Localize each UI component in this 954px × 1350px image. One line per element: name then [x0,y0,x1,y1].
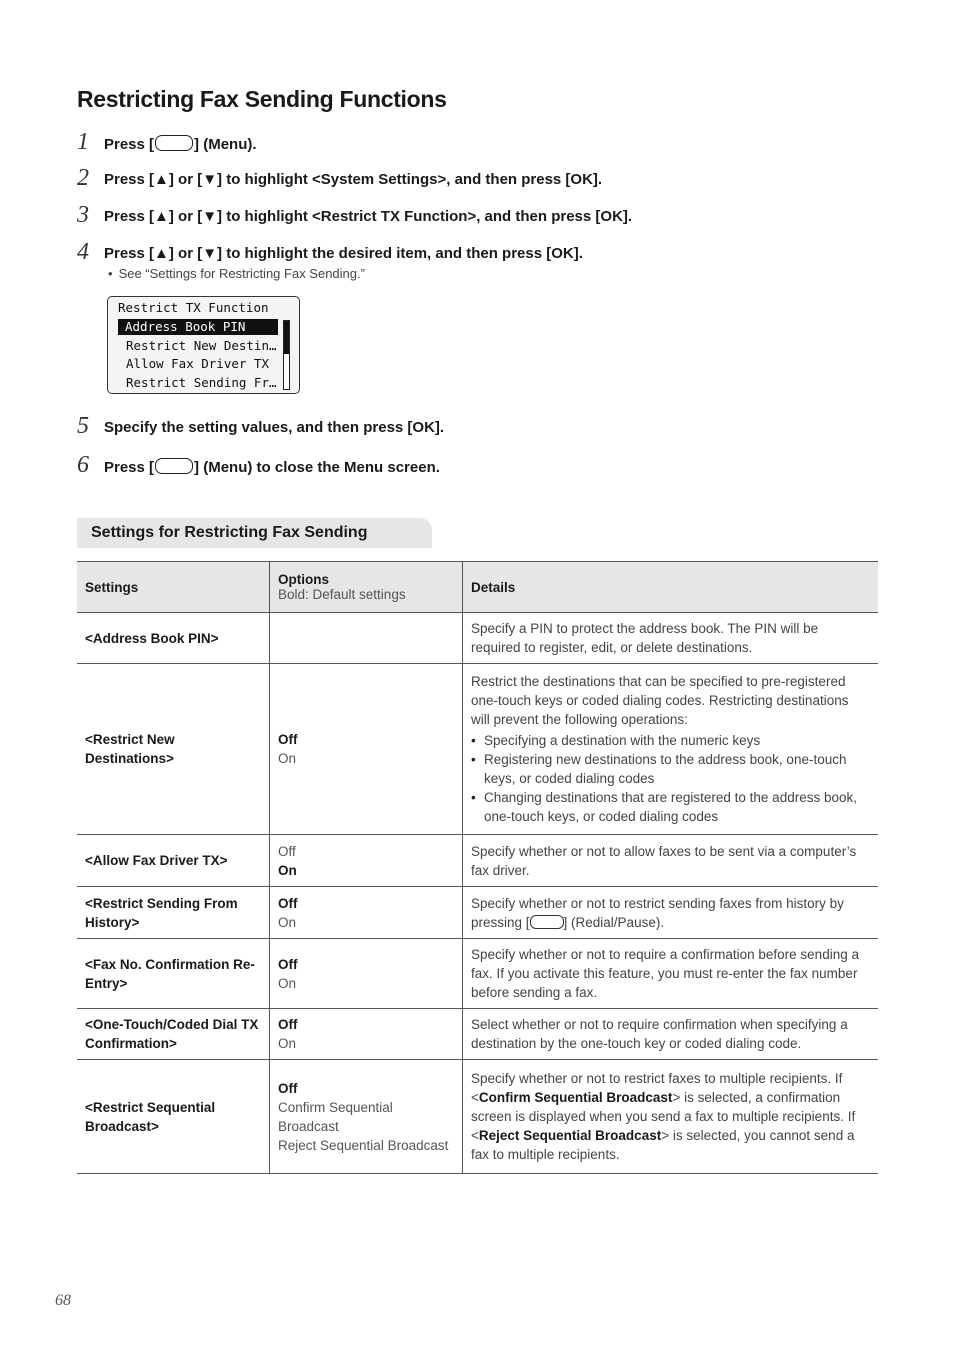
lcd-item: Restrict New Destin… [126,338,277,353]
setting-details: Specify whether or not to restrict faxes to multiple recipients. If <Confirm Sequential Broadcast> is selected, a confirmation screen is displayed when you send a fax to multiple recipients. If <Reject Sequential Broadcast> is selected, you cannot send a fax to multiple recipients. [463,1060,879,1174]
setting-name: <Restrict Sending From History> [77,887,270,939]
step-text: Press [ ] (Menu) to close the Menu screen. [104,459,440,476]
setting-details: Select whether or not to require confirmation when specifying a destination by the one-touch key or coded dialing code. [463,1009,879,1060]
setting-name: <Fax No. Confirmation Re-Entry> [77,939,270,1009]
table-header-row [77,562,878,613]
setting-options: Off On [270,835,463,887]
redial-pause-key-icon [530,915,564,929]
settings-table [77,561,878,1174]
lcd-item: Restrict Sending Fr… [126,375,277,390]
page-number: 68 [55,1292,71,1309]
step-text: Press [▲] or [▼] to highlight the desired item, and then press [OK]. [104,245,583,262]
setting-options: Off On [270,939,463,1009]
list-item: • Registering new destinations to the address book, one-touch keys, or coded dialing codes [471,750,870,788]
setting-details: Specify whether or not to require a confirmation before sending a fax. If you activate this feature, you must re-enter the fax number before sending a fax. [463,939,879,1009]
setting-name: <Address Book PIN> [77,613,270,664]
step-4-note: • See “Settings for Restricting Fax Sending.” [108,266,365,281]
step-number: 5 [77,413,89,439]
setting-name: <One-Touch/Coded Dial TX Confirmation> [77,1009,270,1060]
setting-options [270,613,463,664]
step-text: Press [▲] or [▼] to highlight <System Settings>, and then press [OK]. [104,171,603,188]
step-number: 3 [77,202,89,228]
bullet-icon: • [108,266,113,281]
list-item: • Changing destinations that are registered to the address book, one-touch keys, or coded dialing codes [471,788,870,826]
setting-options: Off On [270,1009,463,1060]
lcd-scrollbar [283,320,290,390]
setting-options: Off On [270,664,463,835]
lcd-header: Restrict TX Function [118,300,269,315]
header-settings: Settings [77,562,270,613]
header-details: Details [463,562,879,613]
table-row [77,664,878,835]
setting-details: Restrict the destinations that can be specified to pre-registered one-touch keys or coded dialing codes. Restricting destinations will prevent the following operations: • Specifying a destination with the numeric keys • Registering new destinations to the address book, one-touch keys, or coded dialing codes • Changing destinations that are registered to the address book, one-touch keys, or coded dialing codes [463,664,879,835]
section-title: Settings for Restricting Fax Sending [91,524,368,541]
table-row [77,1060,878,1174]
setting-name: <Restrict New Destinations> [77,664,270,835]
setting-details: Specify whether or not to allow faxes to be sent via a computer’s fax driver. [463,835,879,887]
setting-options: Off Confirm Sequential Broadcast Reject Sequential Broadcast [270,1060,463,1174]
table-row [77,1009,878,1060]
setting-name: <Allow Fax Driver TX> [77,835,270,887]
section-heading [77,518,432,548]
menu-key-icon [155,135,193,151]
table-row [77,887,878,939]
step-number: 4 [77,239,89,265]
setting-details: Specify a PIN to protect the address book. The PIN will be required to register, edit, or delete destinations. [463,613,879,664]
page-title: Restricting Fax Sending Functions [77,86,447,112]
table-row [77,939,878,1009]
step-text: Specify the setting values, and then press [OK]. [104,419,445,436]
table-row [77,835,878,887]
lcd-item-selected: Address Book PIN [118,319,278,335]
lcd-display [107,296,300,394]
menu-key-icon [155,458,193,474]
header-options: Options Bold: Default settings [270,562,463,613]
step-number: 1 [77,129,89,155]
setting-options: Off On [270,887,463,939]
step-text: Press [ ] (Menu). [104,136,257,153]
step-text: Press [▲] or [▼] to highlight <Restrict TX Function>, and then press [OK]. [104,208,633,225]
setting-details: Specify whether or not to restrict sending faxes from history by pressing [ ] (Redial/Pause). [463,887,879,939]
step-number: 2 [77,165,89,191]
table-row [77,613,878,664]
lcd-item: Allow Fax Driver TX [126,356,269,371]
step-number: 6 [77,452,89,478]
lcd-scroll-thumb [284,321,289,354]
list-item: • Specifying a destination with the numeric keys [471,731,870,750]
setting-name: <Restrict Sequential Broadcast> [77,1060,270,1174]
